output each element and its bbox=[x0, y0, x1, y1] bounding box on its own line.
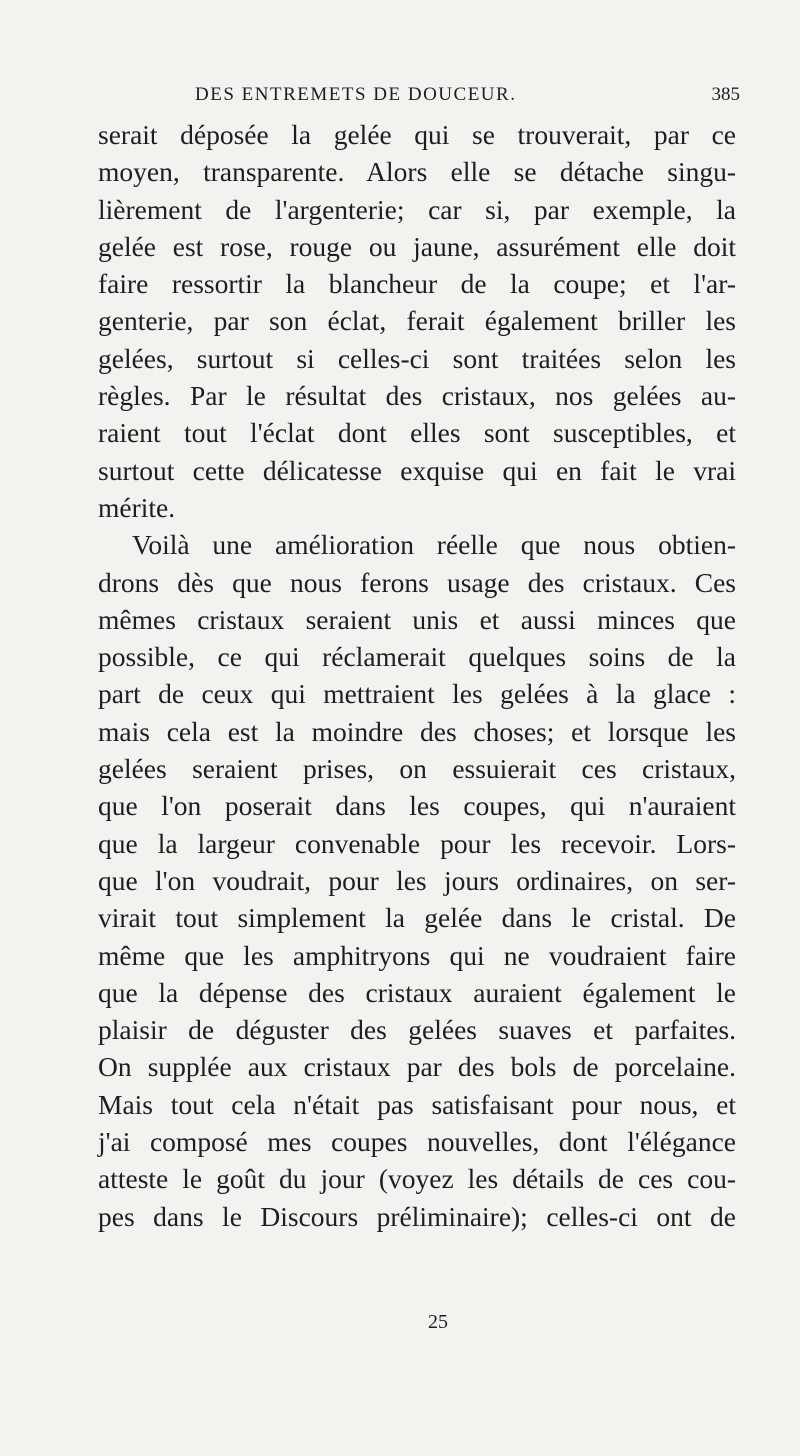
text-line: Mais tout cela n'était pas satisfaisant pour nous, et bbox=[98, 1088, 736, 1120]
paragraph-end-line: mérite. bbox=[98, 491, 176, 523]
text-line: même que les amphitryons qui ne voudraient faire bbox=[98, 939, 736, 971]
text-line: serait déposée la gelée qui se trouverait, par ce bbox=[98, 119, 736, 150]
text-line: gelées seraient prises, on essuierait ces cristaux, bbox=[98, 753, 736, 785]
text-line: que l'on voudrait, pour les jours ordinaires, on ser- bbox=[98, 864, 736, 896]
text-line: mêmes cristaux seraient unis et aussi minces que bbox=[98, 603, 736, 635]
text-line: gelée est rose, rouge ou jaune, assurément elle doit bbox=[98, 230, 736, 262]
text-line: virait tout simplement la gelée dans le cristal. De bbox=[98, 902, 736, 934]
text-line: que l'on poserait dans les coupes, qui n'auraient bbox=[98, 790, 736, 822]
text-line: genterie, par son éclat, ferait également briller les bbox=[98, 305, 736, 337]
text-line: pes dans le Discours préliminaire); celles-ci ont de bbox=[98, 1200, 736, 1232]
body-text bbox=[98, 116, 736, 1235]
text-line: lièrement de l'argenterie; car si, par exemple, la bbox=[98, 193, 736, 225]
text-line: gelées, surtout si celles-ci sont traitées selon les bbox=[98, 342, 736, 374]
text-line: surtout cette délicatesse exquise qui en fait le vrai bbox=[98, 454, 736, 486]
text-line: mais cela est la moindre des choses; et lorsque les bbox=[98, 715, 736, 747]
signature-mark: 25 bbox=[428, 1311, 448, 1333]
text-line: drons dès que nous ferons usage des cristaux. Ces bbox=[98, 566, 736, 598]
text-line: On supplée aux cristaux par des bols de porcelaine. bbox=[98, 1051, 736, 1083]
text-line: que la dépense des cristaux auraient également le bbox=[98, 976, 736, 1008]
text-line: part de ceux qui mettraient les gelées à la glace : bbox=[98, 678, 736, 710]
text-line: plaisir de déguster des gelées suaves et parfaites. bbox=[98, 1014, 736, 1046]
text-line: faire ressortir la blancheur de la coupe; et l'ar- bbox=[98, 268, 736, 300]
paragraph-start-line: Voilà une amélioration réelle que nous obtien- bbox=[132, 529, 736, 561]
text-line: que la largeur convenable pour les recevoir. Lors- bbox=[98, 827, 736, 859]
running-head bbox=[100, 84, 740, 110]
text-line: moyen, transparente. Alors elle se détache singu- bbox=[98, 156, 736, 188]
text-line: possible, ce qui réclamerait quelques soins de la bbox=[98, 641, 736, 673]
text-line: atteste le goût du jour (voyez les détails de ces cou- bbox=[98, 1163, 736, 1195]
text-line: règles. Par le résultat des cristaux, nos gelées au- bbox=[98, 380, 736, 412]
running-title: DES ENTREMETS DE DOUCEUR. bbox=[195, 84, 517, 105]
page-number: 385 bbox=[711, 84, 740, 105]
text-line: raient tout l'éclat dont elles sont susceptibles, et bbox=[98, 417, 736, 449]
text-line: j'ai composé mes coupes nouvelles, dont l'élégance bbox=[98, 1126, 736, 1158]
